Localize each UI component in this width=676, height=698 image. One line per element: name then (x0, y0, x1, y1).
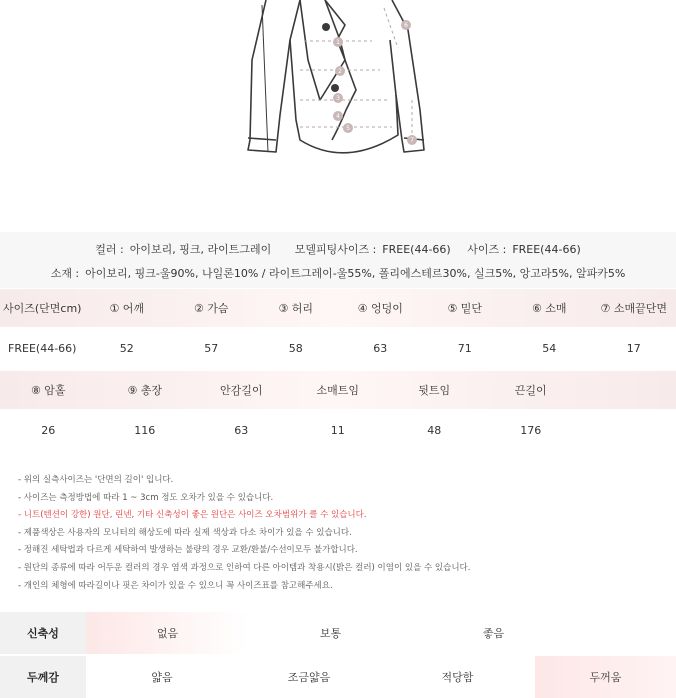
size-table-2-header (0, 371, 676, 409)
thickness-option-selected: 두꺼움 (535, 656, 676, 698)
header-cell: ⑨ 총장 (97, 371, 194, 409)
stretch-label: 신축성 (0, 612, 86, 654)
empty-value-cell (579, 411, 676, 449)
color-model-size-line (0, 241, 676, 257)
marker-label: 5 (346, 125, 350, 132)
thickness-option: 조금얇음 (238, 656, 380, 698)
note-line: - 위의 실측사이즈는 '단면의 길이' 입니다. (18, 472, 658, 490)
marker-label: 6 (404, 22, 408, 29)
header-cell: 뒷트임 (386, 371, 483, 409)
header-cell: 소매트임 (290, 371, 387, 409)
value-cell: 176 (483, 411, 580, 449)
header-cell: ⑧ 암홀 (0, 371, 97, 409)
stretch-option: 보통 (249, 612, 412, 654)
marker-label: 7 (410, 137, 414, 144)
value-cell: 17 (592, 329, 676, 367)
material-line (0, 265, 676, 281)
value-cell: 63 (338, 329, 423, 367)
garment-illustration (0, 0, 676, 232)
note-line: - 개인의 체형에 따라길이나 핏은 차이가 있을 수 있으니 꼭 사이즈표를 참고해주세요. (18, 578, 658, 596)
material-label: 소재 : (51, 267, 79, 280)
thickness-label: 두께감 (0, 656, 86, 698)
value-cell: 71 (423, 329, 508, 367)
size-table-2-row (0, 411, 676, 449)
product-info-band (0, 232, 676, 288)
size-table-1-row (0, 329, 676, 367)
color-label: 컬러 : (95, 243, 123, 256)
value-cell: 57 (169, 329, 254, 367)
header-cell: 안감길이 (193, 371, 290, 409)
value-cell: 58 (254, 329, 339, 367)
thickness-row (0, 656, 676, 698)
stretch-option: 좋음 (412, 612, 575, 654)
stretch-option-selected: 없음 (86, 612, 249, 654)
size-value: FREE(44-66) (512, 243, 580, 256)
value-cell: 52 (85, 329, 170, 367)
note-line: - 원단의 종류에 따라 어두운 컬러의 경우 염색 과정으로 인하여 다른 아이템과 착용시(밝은 컬러) 이염이 있을 수 있습니다. (18, 560, 658, 578)
value-cell: 11 (290, 411, 387, 449)
thickness-option: 적당함 (380, 656, 535, 698)
value-cell: 54 (507, 329, 592, 367)
note-line: - 정해진 세탁법과 다르게 세탁하여 발생하는 불량의 경우 교환/환불/수선이모두 불가합니다. (18, 542, 658, 560)
value-cell: 26 (0, 411, 97, 449)
header-cell: ② 가슴 (169, 289, 254, 327)
header-cell: ⑦ 소매끝단면 (592, 289, 676, 327)
header-cell: ① 어깨 (85, 289, 170, 327)
fabric-properties (0, 612, 676, 676)
empty-header-cell (579, 371, 676, 409)
header-cell: 사이즈(단면cm) (0, 289, 85, 327)
value-cell: 116 (97, 411, 194, 449)
marker-label: 2 (338, 68, 342, 75)
color-value: 아이보리, 핑크, 라이트그레이 (130, 243, 272, 256)
note-line: - 사이즈는 측정방법에 따라 1 ~ 3cm 정도 오차가 있을 수 있습니다. (18, 490, 658, 508)
value-cell: 63 (193, 411, 290, 449)
header-cell: ⑤ 밑단 (423, 289, 508, 327)
size-table-1-header (0, 289, 676, 327)
marker-label: 4 (336, 113, 340, 120)
header-cell: ④ 엉덩이 (338, 289, 423, 327)
note-line: - 제품색상은 사용자의 모니터의 해상도에 따라 실제 색상과 다소 차이가 있을 수 있습니다. (18, 525, 658, 543)
marker-label: 3 (336, 95, 340, 102)
material-value: 아이보리, 핑크-울90%, 나일론10% / 라이트그레이-울55%, 폴리에스테르30%, 실크5%, 앙고라5%, 알파카5% (85, 267, 625, 280)
model-size-value: FREE(44-66) (382, 243, 450, 256)
size-label: 사이즈 : (467, 243, 506, 256)
header-cell: ⑥ 소매 (507, 289, 592, 327)
size-notes (18, 472, 658, 595)
thickness-option: 얇음 (86, 656, 238, 698)
stretch-row (0, 612, 676, 654)
marker-label: 1 (336, 39, 340, 46)
header-cell: ③ 허리 (254, 289, 339, 327)
value-cell: 48 (386, 411, 483, 449)
header-cell: 끈길이 (483, 371, 580, 409)
value-cell: FREE(44-66) (0, 329, 85, 367)
coat-drawing (0, 0, 676, 232)
model-size-label: 모델피팅사이즈 : (295, 243, 377, 256)
note-line-warning: - 니트(텐션이 강한) 원단, 린넨, 기타 신축성이 좋은 원단은 사이즈 오차범위가 클 수 있습니다. (18, 507, 658, 525)
